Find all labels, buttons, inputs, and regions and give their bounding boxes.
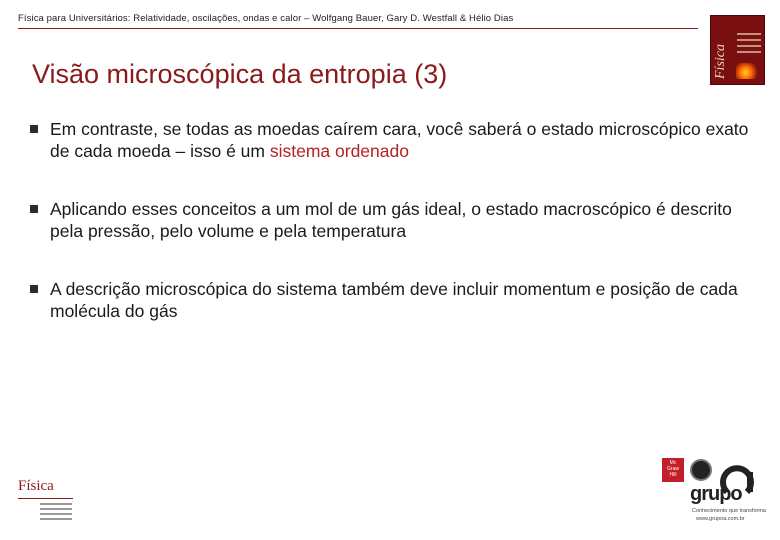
book-cover-thumbnail	[710, 15, 765, 85]
book-cover-art	[736, 63, 760, 79]
book-cover-title: Física	[713, 44, 728, 79]
bullet-item	[30, 278, 750, 322]
header-divider	[18, 28, 698, 29]
publisher-url: www.grupoa.com.br	[696, 516, 745, 522]
book-logo-word: Física	[18, 478, 54, 494]
book-logo	[18, 478, 78, 528]
bullet-list	[30, 118, 750, 358]
bullet-square-icon	[30, 125, 38, 133]
bullet-item	[30, 118, 750, 162]
publisher-name: grupo	[690, 483, 742, 505]
bullet-text: A descrição microscópica do sistema também deve incluir momentum e posição de cada molécula do gás	[50, 279, 738, 321]
running-header: Física para Universitários: Relatividade, oscilações, ondas e calor – Wolfgang Bauer, Gary D. Westfall & Hélio Dias	[18, 13, 514, 24]
bullet-square-icon	[30, 285, 38, 293]
book-logo-subline	[40, 518, 72, 520]
book-logo-subline	[40, 503, 72, 505]
bookman-seal-icon	[690, 459, 712, 481]
bullet-text: Em contraste, se todas as moedas caírem cara, você saberá o estado microscópico exato de cada moeda – isso é um	[50, 119, 749, 161]
bullet-item	[30, 198, 750, 242]
book-cover-text-lines	[737, 33, 761, 57]
book-logo-rule	[18, 498, 73, 499]
bullet-text: Aplicando esses conceitos a um mol de um gás ideal, o estado macroscópico é descrito pela pressão, pelo volume e pela temperatura	[50, 199, 732, 241]
bullet-square-icon	[30, 205, 38, 213]
mcgraw-hill-logo: Mc Graw Hill	[662, 458, 684, 482]
book-logo-subline	[40, 508, 72, 510]
book-logo-subline	[40, 513, 72, 515]
bullet-highlight: sistema ordenado	[269, 141, 409, 161]
slide-title: Visão microscópica da entropia (3)	[32, 59, 448, 89]
publisher-tagline: Conhecimento que transforma	[692, 508, 766, 514]
publisher-logos	[662, 458, 772, 530]
